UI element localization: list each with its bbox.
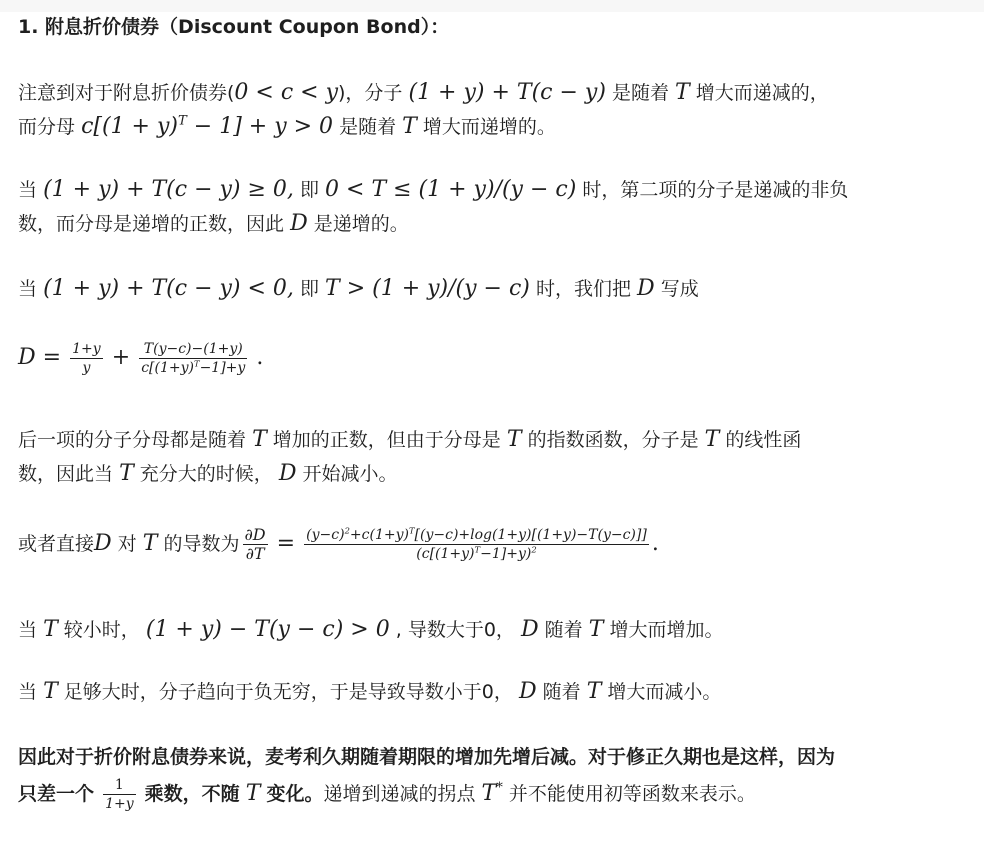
- text: 数，而分母是递增的正数，因此: [18, 213, 285, 235]
- text: 乘数，不随: [144, 783, 240, 805]
- math-part: T: [481, 781, 497, 806]
- para2-line1: [18, 177, 848, 203]
- math: .: [256, 345, 264, 370]
- math: D: [520, 617, 539, 642]
- math-part: +c(1+y): [349, 527, 409, 543]
- text: 当: [18, 179, 38, 201]
- text: 时，第二项的分子是递减的非负: [582, 179, 849, 201]
- math-part: (c[(1+y): [416, 546, 475, 562]
- math: D: [637, 276, 655, 301]
- text: 当: [18, 278, 38, 300]
- math-sup: T: [193, 358, 200, 369]
- section-heading: [18, 14, 449, 40]
- math: T: [142, 531, 158, 556]
- text: 增大而递减的，: [695, 82, 829, 104]
- formula-D: [18, 338, 263, 378]
- para7: [18, 617, 723, 643]
- text: 随着: [544, 619, 583, 641]
- math-part: c[(1 + y): [81, 114, 178, 139]
- text: 后一项的分子分母都是随着: [18, 429, 247, 451]
- math: 0 < T ≤ (1 + y)/(y − c): [325, 177, 577, 202]
- text: 增大而增加。: [609, 619, 724, 641]
- text: 是随着: [611, 82, 669, 104]
- text: 即: [299, 179, 319, 201]
- text: 即: [299, 278, 319, 300]
- math: T: [586, 679, 602, 704]
- text: 较小时，: [63, 619, 140, 641]
- math: [81, 114, 333, 139]
- text: 开始减小。: [302, 463, 398, 485]
- para5-line1: [18, 427, 801, 453]
- text: 只差一个: [18, 783, 95, 805]
- text: 的导数为: [163, 533, 240, 555]
- para3: [18, 276, 699, 302]
- para8: [18, 679, 721, 705]
- math-sup: T: [408, 525, 415, 536]
- text: 当: [18, 619, 38, 641]
- denominator: [139, 359, 247, 376]
- math: D =: [18, 345, 62, 370]
- math: =: [276, 531, 296, 556]
- denominator: ∂T: [245, 544, 265, 563]
- derivative-line: [18, 522, 659, 566]
- fraction-multiplier: [103, 777, 136, 812]
- math-part: −1]+y: [199, 360, 246, 376]
- math-part: −1]+y): [480, 546, 532, 562]
- para5-line2: [18, 461, 398, 487]
- text: 或者直接: [18, 533, 95, 555]
- text: 足够大时，分子趋向于负无穷，于是导致导数小于0，: [63, 681, 513, 703]
- math: T: [43, 617, 58, 642]
- top-band: [0, 0, 984, 12]
- math: T: [588, 617, 604, 642]
- para1-line1: [18, 80, 829, 106]
- text: 随着: [542, 681, 581, 703]
- math: T: [252, 427, 267, 452]
- math: [482, 781, 503, 806]
- math-sup: *: [496, 780, 503, 796]
- para1-line2: [18, 114, 556, 140]
- math: +: [111, 345, 131, 370]
- numerator: ∂D: [244, 525, 266, 544]
- math: D: [278, 461, 297, 486]
- fraction-2: [139, 341, 247, 376]
- text: 对: [117, 533, 137, 555]
- math: T: [506, 427, 522, 452]
- text: 时，我们把: [535, 278, 631, 300]
- math: T: [402, 114, 417, 139]
- text: 数，因此当: [18, 463, 114, 485]
- text: 增大而递增的。: [422, 116, 556, 138]
- text: 是随着: [339, 116, 397, 138]
- math: T: [119, 461, 134, 486]
- math-part: c[(1+y): [141, 360, 194, 376]
- numerator: 1: [103, 777, 136, 795]
- math: T: [43, 679, 58, 704]
- math-sup: 2: [344, 525, 350, 536]
- conclusion-line1: [18, 744, 835, 770]
- denominator: [304, 545, 649, 562]
- math-sup: T: [474, 544, 481, 555]
- math: (1 + y) + T(c − y): [408, 80, 606, 105]
- text: 递增到递减的拐点: [323, 783, 476, 805]
- math: T: [245, 781, 261, 806]
- text: 当: [18, 681, 38, 703]
- text: 的指数函数，分子是: [527, 429, 699, 451]
- heading-text: 1. 附息折价债券（Discount Coupon Bond）：: [18, 16, 450, 38]
- math: D: [94, 531, 112, 556]
- math-part: − 1] + y > 0: [186, 114, 334, 139]
- text: 并不能使用初等函数来表示。: [508, 783, 756, 805]
- derivative-expression: [304, 527, 649, 562]
- math-sup: 2: [531, 544, 537, 555]
- numerator: [304, 527, 649, 545]
- text: )，分子: [338, 82, 403, 104]
- math-part: (y−c): [306, 527, 345, 543]
- text: 充分大的时候，: [139, 463, 273, 485]
- math: D: [290, 211, 308, 236]
- text: 的线性函: [725, 429, 802, 451]
- conclusion-line2: [18, 774, 756, 814]
- fraction-1: [70, 341, 103, 376]
- text: 而分母: [18, 116, 76, 138]
- math: T: [675, 80, 690, 105]
- text: 增大而减小。: [607, 681, 722, 703]
- math: (1 + y) + T(c − y) < 0,: [43, 276, 294, 301]
- text: 是递增的。: [313, 213, 409, 235]
- math: T > (1 + y)/(y − c): [325, 276, 530, 301]
- math: (1 + y) + T(c − y) ≥ 0,: [43, 177, 294, 202]
- derivative-fraction: [243, 527, 268, 562]
- text: , 导数大于0，: [395, 619, 515, 641]
- text: 增加的正数，但由于分母是: [272, 429, 501, 451]
- math: .: [651, 531, 659, 556]
- math: T: [704, 427, 720, 452]
- denominator: y: [82, 360, 91, 376]
- denominator: 1+y: [105, 796, 134, 812]
- numerator: T(y−c)−(1+y): [139, 341, 247, 359]
- text: 变化。: [266, 783, 324, 805]
- math-sup: T: [177, 113, 187, 129]
- math-part: [(y−c)+log(1+y)[(1+y)−T(y−c)]]: [414, 527, 647, 543]
- numerator: 1+y: [72, 341, 101, 357]
- math: D: [518, 679, 537, 704]
- para2-line2: [18, 211, 409, 237]
- text: 注意到对于附息折价债券(: [18, 82, 235, 104]
- math: (1 + y) − T(y − c) > 0: [145, 617, 390, 642]
- math: 0 < c < y: [234, 80, 339, 105]
- text: 写成: [660, 278, 699, 300]
- text: 因此对于折价附息债券来说，麦考利久期随着期限的增加先增后减。对于修正久期也是这样，因为: [18, 746, 836, 768]
